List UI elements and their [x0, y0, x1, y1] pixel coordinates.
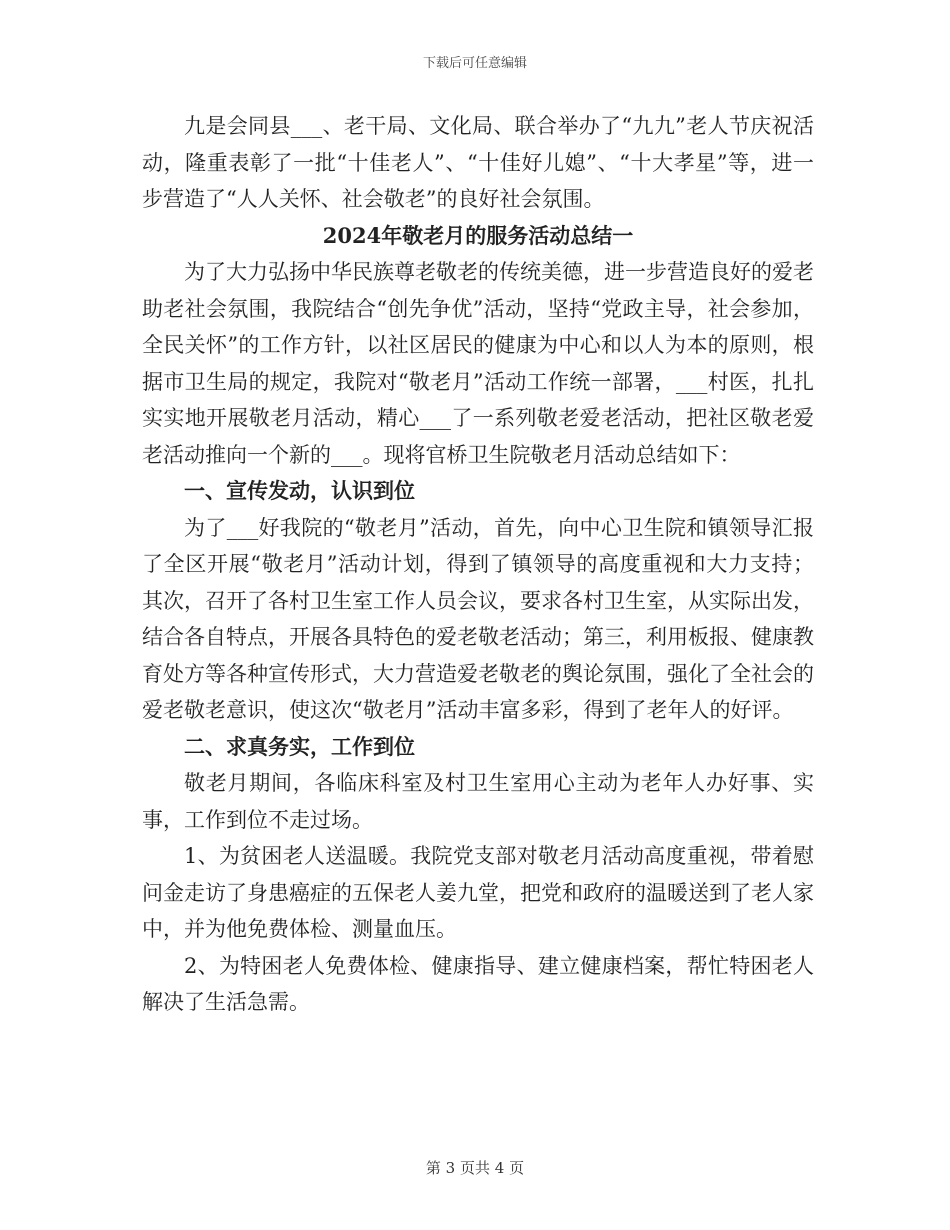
- section-heading: 一、宣传发动，认识到位: [184, 478, 415, 503]
- paragraph: 为了___好我院的“敬老月”活动，首先，向中心卫生院和镇领导汇报了全区开展“敬老月”活动计划，得到了镇领导的高度重视和大力支持；其次，召开了各村卫生室工作人员会议，要求各村卫生室，从实际出发，结合各自特点，开展各具特色的爱老敬老活动；第三，利用板报、健康教育处方等各种宣传形式，大力营造爱老敬老的舆论氛围，强化了全社会的爱老敬老意识，使这次“敬老月”活动丰富多彩，得到了老年人的好评。: [142, 515, 814, 722]
- paragraph: 2、为特困老人免费体检、健康指导、建立健康档案，帮忙特困老人解决了生活急需。: [142, 953, 814, 1014]
- page-header: 下载后可任意编辑: [422, 56, 527, 71]
- paragraph: 敬老月期间，各临床科室及村卫生室用心主动为老年人办好事、实事，工作到位不走过场。: [142, 771, 814, 832]
- paragraph: 1、为贫困老人送温暖。我院党支部对敬老月活动高度重视，带着慰问金走访了身患癌症的五保老人姜九堂，把党和政府的温暖送到了老人家中，并为他免费体检、测量血压。: [142, 844, 814, 941]
- document-title: 2024年敬老月的服务活动总结一: [322, 222, 634, 248]
- paragraph: 为了大力弘扬中华民族尊老敬老的传统美德，进一步营造良好的爱老助老社会氛围，我院结合“创先争优”活动，坚持“党政主导，社会参加，全民关怀”的工作方针，以社区居民的健康为中心和以人为本的原则，根据市卫生局的规定，我院对“敬老月”活动工作统一部署，___村医，扎扎实实地开展敬老月活动，精心___了一系列敬老爱老活动，把社区敬老爱老活动推向一个新的___。现将官桥卫生院敬老月活动总结如下：: [142, 260, 814, 467]
- document-body: [142, 108, 814, 1021]
- paragraph: 九是会同县___、老干局、文化局、联合举办了“九九”老人节庆祝活动，隆重表彰了一批“十佳老人”、“十佳好儿媳”、“十大孝星”等，进一步营造了“人人关怀、社会敬老”的良好社会氛围。: [142, 114, 814, 211]
- page-footer: 第 3 页共 4 页: [425, 1159, 525, 1177]
- section-heading: 二、求真务实，工作到位: [184, 733, 415, 759]
